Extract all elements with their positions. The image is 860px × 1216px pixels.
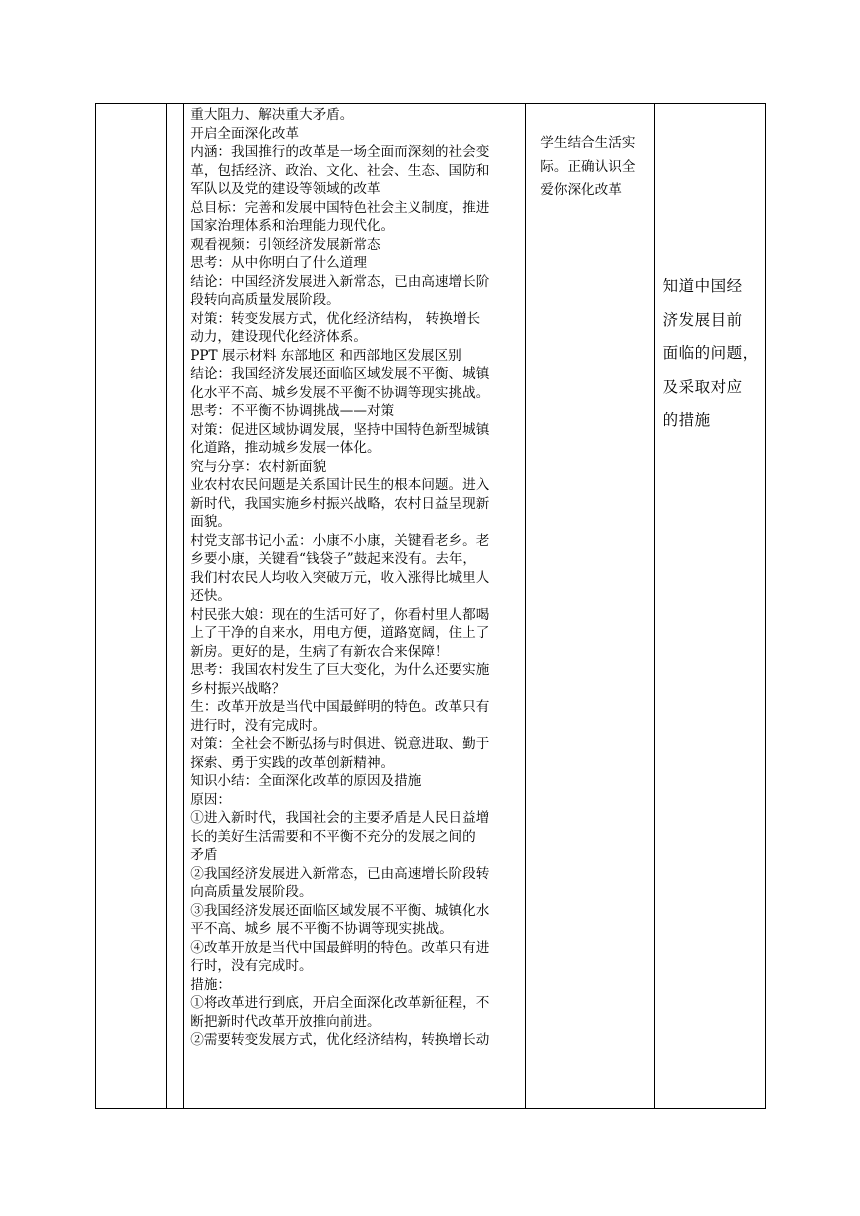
content-line: 村民张大娘：现在的生活可好了，你看村里人都喝 [190,606,490,623]
content-line: ②需要转变发展方式，优化经济结构，转换增长动 [190,1032,490,1048]
content-line: 上了干净的自来水，用电方便，道路宽阔，住上了 [190,625,490,641]
goal-line: 济发展目前 [662,310,743,329]
learning-goal [655,104,765,438]
content-line: 长的美好生活需要和不平衡不充分的发展之间的 [190,828,476,845]
content-line: ②我国经济发展进入新常态，已由高速增长阶段转 [190,865,490,882]
content-line: 生：改革开放是当代中国最鲜明的特色。改革只有 [190,699,490,715]
content-line: 我们村农民人均收入突破万元，收入涨得比城里人 [190,569,490,586]
empty-cell-1 [96,104,167,1109]
content-line: 行时，没有完成时。 [190,958,313,974]
content-line: 内涵：我国推行的改革是一场全面而深刻的社会变 [190,144,490,160]
content-line: 思考：不平衡不协调挑战——对策 [190,403,395,419]
content-line: ①进入新时代，我国社会的主要矛盾是人民日益增 [190,810,490,826]
content-line: 业农村农民问题是关系国计民生的根本问题。进入 [190,477,490,493]
content-line: 军队以及党的建设等领域的改革 [190,181,381,197]
student-line: 际。正确认识全 [540,158,636,175]
content-line: 段转向高质量发展阶段。 [190,292,340,308]
content-line: PPT 展示材料 东部地区 和西部地区发展区别 [190,347,462,364]
content-line: ①将改革进行到底，开启全面深化改革新征程，不 [190,995,490,1011]
student-activity [526,104,653,203]
content-line: 结论：中国经济发展进入新常态，已由高速增长阶 [190,273,490,290]
content-line: 重大阻力、解决重大矛盾。 [190,107,354,123]
content-line: 新房。更好的是，生病了有新农合来保障！ [190,643,449,660]
content-line: 面貌。 [190,514,232,530]
content-line: 开启全面深化改革 [190,125,299,142]
empty-cell-2 [167,104,184,1109]
content-line: 国家治理体系和治理能力现代化。 [190,218,395,234]
content-line: 平不高、城乡 展不平衡不协调等现实挑战。 [190,921,453,937]
content-line: 革，包括经济、政治、文化、社会、生态、国防和 [190,162,490,179]
content-line: 断把新时代改革开放推向前进。 [190,1013,381,1030]
student-activity-cell [526,104,654,1109]
content-line: 新时代，我国实施乡村振兴战略，农村日益呈现新 [190,495,490,512]
goal-line: 面临的问题， [662,344,759,362]
teaching-content [184,104,525,1050]
content-line: 乡要小康，关键看“钱袋子”鼓起来没有。去年， [190,551,477,567]
content-line: 观看视频：引领经济发展新常态 [190,236,381,253]
content-line: 进行时，没有完成时。 [190,717,327,734]
content-line: 化道路，推动城乡发展一体化。 [190,440,381,456]
content-line: 化水平不高、城乡发展不平衡不协调等现实挑战。 [190,384,490,401]
content-line: 究与分享：农村新面貌 [190,458,327,475]
goal-line: 及采取对应 [662,377,743,396]
content-line: ④改革开放是当代中国最鲜明的特色。改革只有进 [190,939,490,956]
content-line: 动力，建设现代化经济体系。 [190,329,367,345]
content-line: 乡村振兴战略？ [190,680,286,697]
student-line: 爱你深化改革 [540,182,622,198]
content-line: 对策：全社会不断弘扬与时俱进、锐意进取、勤于 [190,736,490,752]
content-line: 向高质量发展阶段。 [190,884,313,900]
table-row [96,104,766,1109]
content-line: 总目标：完善和发展中国特色社会主义制度，推进 [190,199,490,216]
goal-line: 知道中国经 [662,277,743,295]
goal-line: 的措施 [662,411,711,429]
content-line: 村党支部书记小孟：小康不小康，关键看老乡。老 [190,532,490,549]
content-line: ③我国经济发展还面临区域发展不平衡、城镇化水 [190,902,490,919]
content-line: 措施： [190,976,232,993]
content-line: 思考：从中你明白了什么道理 [190,255,367,271]
content-line: 还快。 [190,588,232,604]
content-line: 矛盾 [190,847,218,863]
content-line: 结论：我国经济发展还面临区域发展不平衡、城镇 [190,366,490,382]
content-line: 知识小结：全面深化改革的原因及措施 [190,773,422,789]
teaching-content-cell [184,104,526,1109]
content-line: 对策：促进区域协调发展，坚持中国特色新型城镇 [190,421,490,438]
learning-goal-cell [654,104,765,1109]
content-line: 探索、勇于实践的改革创新精神。 [190,754,395,771]
student-line: 学生结合生活实 [540,135,636,151]
lesson-plan-table [95,103,766,1109]
content-line: 原因： [190,791,232,808]
content-line: 思考：我国农村发生了巨大变化，为什么还要实施 [190,662,490,678]
content-line: 对策：转变发展方式，优化经济结构， 转换增长 [190,310,481,327]
